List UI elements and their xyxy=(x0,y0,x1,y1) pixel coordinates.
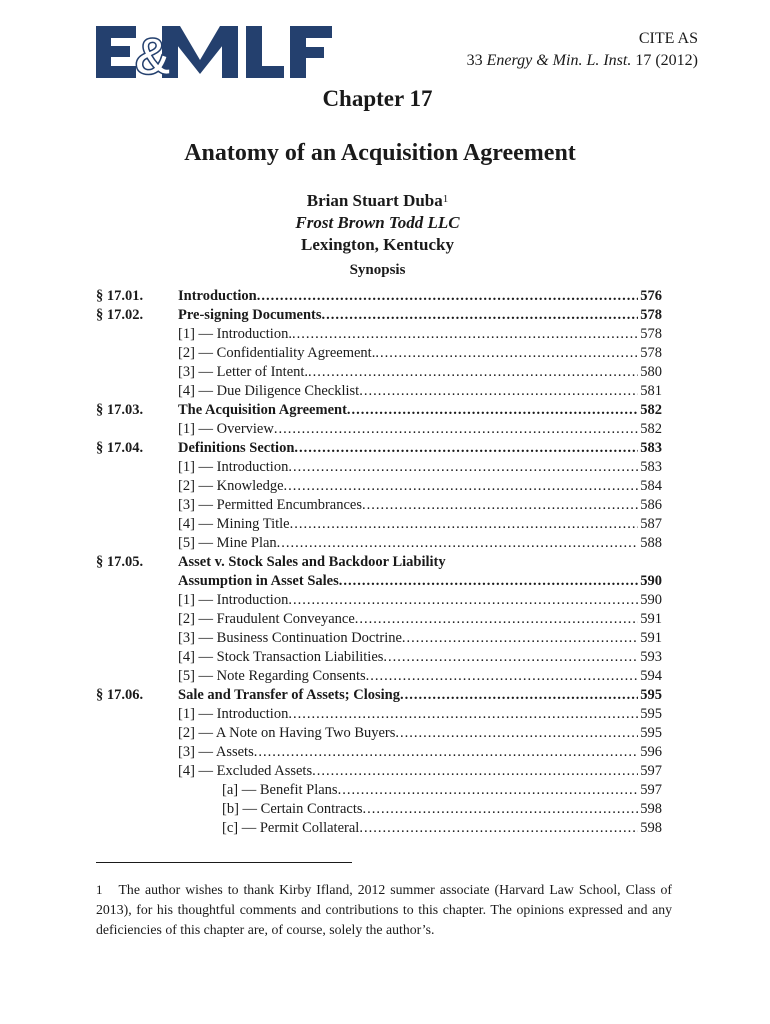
toc-label: Introduction xyxy=(178,288,257,304)
toc-page-number: 590 xyxy=(640,573,662,589)
toc-entry[interactable] xyxy=(96,363,662,382)
toc-page-number: 582 xyxy=(640,421,662,437)
toc-label: [c] — Permit Collateral xyxy=(222,820,360,836)
synopsis-heading: Synopsis xyxy=(349,262,406,278)
toc-page-number: 586 xyxy=(640,497,662,513)
toc-entry[interactable] xyxy=(96,629,662,648)
toc-leader-dots xyxy=(290,515,639,534)
toc-entry[interactable] xyxy=(96,439,662,458)
toc-page-number: 583 xyxy=(640,440,662,456)
toc-line xyxy=(178,287,662,306)
toc-leader-dots xyxy=(308,363,638,382)
toc-page-number: 581 xyxy=(640,383,662,399)
toc-leader-dots xyxy=(292,325,638,344)
toc-section-number: § 17.01. xyxy=(96,288,144,304)
toc-line xyxy=(178,306,662,325)
toc-page-number: 595 xyxy=(640,706,662,722)
toc-page-number: 591 xyxy=(640,611,662,627)
toc-page-number: 584 xyxy=(640,478,662,494)
toc-page-number: 583 xyxy=(640,459,662,475)
toc-entry[interactable] xyxy=(96,819,662,838)
toc-line xyxy=(222,781,662,800)
toc-page-number: 598 xyxy=(640,801,662,817)
toc-entry[interactable] xyxy=(96,325,662,344)
author-firm: Frost Brown Todd LLC xyxy=(295,213,460,232)
toc-entry[interactable] xyxy=(96,287,662,306)
author-location: Lexington, Kentucky xyxy=(300,235,455,254)
toc-label: Pre-signing Documents xyxy=(178,307,322,323)
toc-leader-dots xyxy=(366,667,639,686)
toc-page-number: 598 xyxy=(640,820,662,836)
toc-label: [3] — Letter of Intent. xyxy=(178,364,309,380)
toc-line xyxy=(178,648,662,667)
cite-label: CITE AS xyxy=(638,30,698,47)
toc-label: [5] — Note Regarding Consents xyxy=(178,668,366,684)
toc-line xyxy=(178,382,662,401)
toc-label: [2] — Confidentiality Agreement. xyxy=(178,345,376,361)
toc-label: [3] — Permitted Encumbrances xyxy=(178,497,363,513)
toc-line xyxy=(178,686,662,705)
toc-leader-dots xyxy=(355,610,638,629)
toc-leader-dots xyxy=(284,477,639,496)
emlf-logo xyxy=(96,26,332,78)
toc-leader-dots xyxy=(395,724,638,743)
author-block xyxy=(0,190,755,256)
toc-label: Sale and Transfer of Assets; Closing xyxy=(178,687,400,703)
toc-label: [3] — Assets xyxy=(178,744,254,760)
toc-label: [1] — Introduction xyxy=(178,592,289,608)
toc-leader-dots xyxy=(274,420,638,439)
toc-page-number: 578 xyxy=(640,326,662,342)
toc-line xyxy=(178,553,446,572)
toc-label: [1] — Introduction xyxy=(178,706,289,722)
toc-leader-dots xyxy=(363,800,639,819)
toc-leader-dots xyxy=(288,591,638,610)
toc-leader-dots xyxy=(339,572,639,591)
toc-page-number: 594 xyxy=(640,668,662,684)
toc-page-number: 588 xyxy=(640,535,662,551)
toc-entry[interactable] xyxy=(96,382,662,401)
toc-leader-dots xyxy=(288,458,638,477)
toc-line xyxy=(178,534,662,553)
toc-line xyxy=(178,344,662,363)
toc-line xyxy=(178,610,662,629)
toc-label: [1] — Introduction. xyxy=(178,326,292,342)
toc-leader-dots xyxy=(294,439,638,458)
toc-leader-dots xyxy=(362,496,638,515)
toc-line xyxy=(178,515,662,534)
toc-entry[interactable] xyxy=(96,800,662,819)
toc-line xyxy=(178,496,662,515)
footnote-text: The author wishes to thank Kirby Ifland, 2012 summer associate (Harvard Law School, Class of 2013), for his thoughtful comments and contributions to this chapter. The opinions expressed and any deficiencies of this chapter are, of course, solely the author’s. xyxy=(96,882,672,937)
toc-page-number: 580 xyxy=(640,364,662,380)
chapter-heading: Chapter 17 xyxy=(322,86,433,111)
toc-line xyxy=(222,819,662,838)
toc-leader-dots xyxy=(338,781,639,800)
toc-entry[interactable] xyxy=(96,705,662,724)
table-of-contents xyxy=(96,287,662,838)
toc-entry[interactable] xyxy=(96,401,662,420)
citation xyxy=(467,28,698,72)
toc-leader-dots xyxy=(322,306,639,325)
toc-label: Assumption in Asset Sales xyxy=(178,573,339,589)
toc-entry[interactable] xyxy=(96,610,662,629)
toc-entry[interactable] xyxy=(96,306,662,325)
toc-entry[interactable] xyxy=(96,553,662,572)
toc-page-number: 596 xyxy=(640,744,662,760)
toc-entry[interactable] xyxy=(96,724,662,743)
toc-line xyxy=(178,591,662,610)
toc-page-number: 578 xyxy=(640,345,662,361)
toc-line xyxy=(178,458,662,477)
svg-text:&: & xyxy=(134,28,172,78)
toc-leader-dots xyxy=(383,648,638,667)
footnote-number: 1 xyxy=(96,882,103,897)
author-name: Brian Stuart Duba$^1$ xyxy=(306,191,449,210)
cite-source: 33 Energy & Min. L. Inst. 17 (2012) xyxy=(466,52,698,69)
toc-line xyxy=(178,439,662,458)
toc-label: [5] — Mine Plan xyxy=(178,535,277,551)
toc-entry[interactable] xyxy=(96,477,662,496)
toc-entry[interactable] xyxy=(96,762,662,781)
toc-leader-dots xyxy=(400,686,638,705)
toc-label: [a] — Benefit Plans xyxy=(222,782,338,798)
toc-label: [4] — Excluded Assets xyxy=(178,763,313,779)
toc-entry[interactable] xyxy=(96,572,662,591)
toc-page-number: 597 xyxy=(640,763,662,779)
toc-leader-dots xyxy=(288,705,638,724)
toc-line xyxy=(178,629,662,648)
toc-line xyxy=(178,705,662,724)
footnote xyxy=(96,880,672,940)
toc-leader-dots xyxy=(359,819,638,838)
toc-section-number: § 17.05. xyxy=(96,554,144,570)
toc-leader-dots xyxy=(347,401,638,420)
toc-line xyxy=(178,363,662,382)
toc-page-number: 595 xyxy=(640,725,662,741)
toc-entry[interactable] xyxy=(96,667,662,686)
toc-line xyxy=(178,477,662,496)
toc-leader-dots xyxy=(254,743,639,762)
toc-line xyxy=(178,724,662,743)
toc-line xyxy=(178,420,662,439)
toc-page-number: 576 xyxy=(640,288,662,304)
toc-label: Definitions Section xyxy=(178,440,295,456)
toc-leader-dots xyxy=(375,344,638,363)
toc-leader-dots xyxy=(402,629,638,648)
toc-label: [2] — Knowledge xyxy=(178,478,284,494)
toc-entry[interactable] xyxy=(96,515,662,534)
chapter-title: Anatomy of an Acquisition Agreement xyxy=(184,140,576,166)
toc-leader-dots xyxy=(312,762,638,781)
toc-label: [2] — Fraudulent Conveyance xyxy=(178,611,355,627)
toc-page-number: 597 xyxy=(640,782,662,798)
toc-line xyxy=(178,572,662,591)
toc-label: [1] — Introduction xyxy=(178,459,289,475)
toc-entry[interactable] xyxy=(96,344,662,363)
toc-leader-dots xyxy=(359,382,638,401)
toc-label: [2] — A Note on Having Two Buyers xyxy=(178,725,396,741)
toc-entry[interactable] xyxy=(96,458,662,477)
toc-entry[interactable] xyxy=(96,591,662,610)
toc-entry[interactable] xyxy=(96,781,662,800)
toc-page-number: 590 xyxy=(640,592,662,608)
toc-label: Asset v. Stock Sales and Backdoor Liability xyxy=(178,554,446,570)
toc-entry[interactable] xyxy=(96,648,662,667)
toc-entry[interactable] xyxy=(96,420,662,439)
toc-line xyxy=(178,762,662,781)
toc-section-number: § 17.03. xyxy=(96,402,144,418)
toc-page-number: 587 xyxy=(640,516,662,532)
toc-section-number: § 17.06. xyxy=(96,687,144,703)
footnote-mark[interactable]: 1 xyxy=(442,193,449,205)
toc-page-number: 593 xyxy=(640,649,662,665)
toc-label: [4] — Mining Title xyxy=(178,516,290,532)
toc-page-number: 591 xyxy=(640,630,662,646)
toc-label: [1] — Overview xyxy=(178,421,274,437)
toc-label: The Acquisition Agreement xyxy=(178,402,347,418)
toc-line xyxy=(178,667,662,686)
toc-label: [4] — Due Diligence Checklist xyxy=(178,383,360,399)
toc-section-number: § 17.04. xyxy=(96,440,144,456)
footnote-divider xyxy=(96,862,352,863)
toc-label: [b] — Certain Contracts xyxy=(222,801,363,817)
toc-page-number: 578 xyxy=(640,307,662,323)
toc-line xyxy=(178,325,662,344)
toc-entry[interactable] xyxy=(96,743,662,762)
toc-entry[interactable] xyxy=(96,686,662,705)
toc-line xyxy=(178,743,662,762)
toc-entry[interactable] xyxy=(96,534,662,553)
toc-section-number: § 17.02. xyxy=(96,307,144,323)
toc-label: [4] — Stock Transaction Liabilities xyxy=(178,649,384,665)
toc-leader-dots xyxy=(257,287,639,306)
toc-page-number: 582 xyxy=(640,402,662,418)
toc-line xyxy=(222,800,662,819)
toc-line xyxy=(178,401,662,420)
toc-leader-dots xyxy=(277,534,639,553)
toc-label: [3] — Business Continuation Doctrine xyxy=(178,630,402,646)
toc-entry[interactable] xyxy=(96,496,662,515)
toc-page-number: 595 xyxy=(640,687,662,703)
